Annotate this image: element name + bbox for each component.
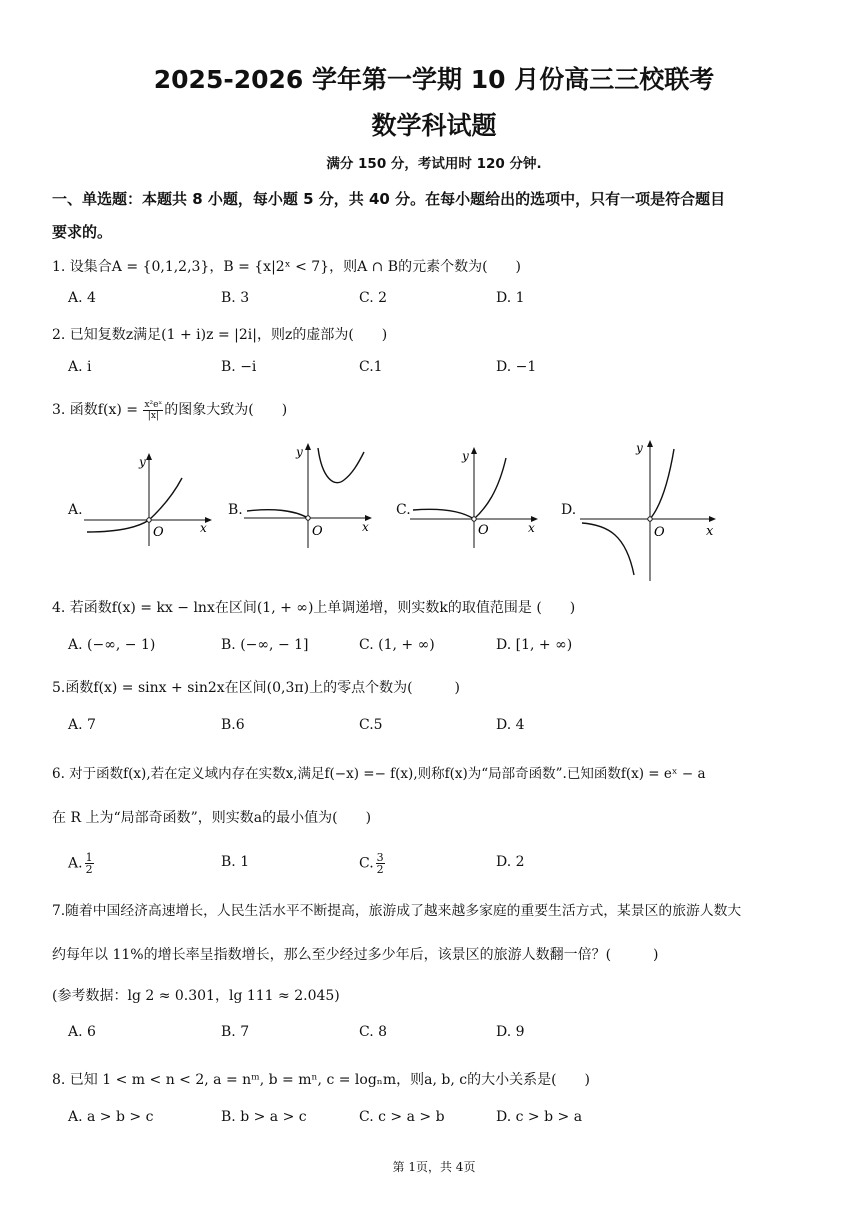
question-3-stem: 3. 函数f(x) = $\frac{\text{x²eˣ}}{|x|}$ 的图象大致为( ) bbox=[52, 399, 288, 421]
graph-c bbox=[408, 442, 548, 550]
graph-b-origin-label: O bbox=[312, 524, 323, 539]
question-6-option-a[interactable]: A. $\frac{1}{2}$ bbox=[68, 851, 93, 876]
question-5-option-b[interactable]: B.6 bbox=[221, 717, 245, 733]
question-7-stem-line1: 7.随着中国经济高速增长，人民生活水平不断提高，旅游成了越来越多家庭的重要生活方式，某景区的旅游人数大 bbox=[52, 903, 742, 919]
question-2-option-b[interactable]: B. −i bbox=[221, 359, 257, 375]
question-8-option-c[interactable]: C. c > a > b bbox=[359, 1109, 445, 1125]
graph-b-y-label: y bbox=[296, 445, 303, 459]
question-5-option-c[interactable]: C.5 bbox=[359, 717, 383, 733]
section-heading-line2: 要求的。 bbox=[52, 223, 113, 241]
graph-d-x-label: x bbox=[706, 524, 714, 539]
question-4-option-b[interactable]: B. (−∞, − 1] bbox=[221, 637, 309, 653]
question-3-option-b[interactable]: B. bbox=[228, 502, 243, 518]
question-7-reference-data: (参考数据：lg 2 ≈ 0.301，lg 111 ≈ 2.045) bbox=[52, 988, 340, 1004]
question-6-option-d[interactable]: D. 2 bbox=[496, 854, 525, 870]
question-1-option-d[interactable]: D. 1 bbox=[496, 290, 525, 306]
question-5-stem: 5.函数f(x) = sinx + sin2x在区间(0,3π)上的零点个数为( ) bbox=[52, 680, 460, 696]
question-2-stem: 2. 已知复数z满足(1 + i)z = |2i|，则z的虚部为( ) bbox=[52, 327, 388, 343]
graph-c-origin-label: O bbox=[478, 523, 489, 538]
question-7-stem-line2: 约每年以 11%的增长率呈指数增长，那么至少经过多少年后，该景区的旅游人数翻一倍？( ) bbox=[52, 947, 659, 963]
question-6-option-b[interactable]: B. 1 bbox=[221, 854, 250, 870]
question-1-stem: 1. 设集合A = {0,1,2,3}，B = {x|2ˣ < 7}，则A ∩ B的元素个数为( ) bbox=[52, 259, 522, 275]
question-2-option-d[interactable]: D. −1 bbox=[496, 359, 537, 375]
exam-title: 2025-2026 学年第一学期 10 月份高三三校联考 bbox=[153, 65, 715, 94]
graph-a-origin-label: O bbox=[153, 525, 164, 540]
question-4-option-a[interactable]: A. (−∞, − 1) bbox=[68, 637, 156, 653]
question-1-option-a[interactable]: A. 4 bbox=[68, 290, 96, 306]
page-footer: 第 1页，共 4页 bbox=[392, 1160, 476, 1174]
graph-d-y-label: y bbox=[636, 441, 643, 455]
question-3-option-c[interactable]: C. bbox=[396, 502, 411, 518]
question-7-option-c[interactable]: C. 8 bbox=[359, 1024, 388, 1040]
question-6-stem-line2: 在 R 上为“局部奇函数”，则实数a的最小值为( ) bbox=[52, 810, 372, 826]
question-4-option-c[interactable]: C. (1, + ∞) bbox=[359, 637, 435, 653]
question-4-stem: 4. 若函数f(x) = kx − lnx在区间(1, + ∞)上单调递增，则实数k的取值范围是 ( ) bbox=[52, 600, 576, 616]
question-8-option-d[interactable]: D. c > b > a bbox=[496, 1109, 583, 1125]
question-7-option-d[interactable]: D. 9 bbox=[496, 1024, 525, 1040]
exam-note: 满分 150 分，考试用时 120 分钟. bbox=[326, 156, 542, 172]
question-6-option-c[interactable]: C. $\frac{3}{2}$ bbox=[359, 851, 384, 876]
graph-a-x-label: x bbox=[200, 521, 207, 535]
question-2-option-a[interactable]: A. i bbox=[68, 359, 92, 375]
graph-a-y-label: y bbox=[139, 455, 146, 469]
question-6-stem-line1: 6. 对于函数f(x),若在定义域内存在实数x,满足f(−x) =− f(x),则称f(x)为“局部奇函数”.已知函数f(x) = eˣ − a bbox=[52, 766, 706, 782]
question-7-option-a[interactable]: A. 6 bbox=[68, 1024, 96, 1040]
question-6-option-a-fraction: $\frac{1}{2}$ bbox=[85, 851, 93, 876]
graph-d-origin-label: O bbox=[654, 525, 665, 540]
question-1-option-c[interactable]: C. 2 bbox=[359, 290, 388, 306]
question-2-option-c[interactable]: C.1 bbox=[359, 359, 383, 375]
question-5-option-a[interactable]: A. 7 bbox=[68, 717, 96, 733]
question-3-fraction: $\frac{\text{x²eˣ}}{|x|}$ bbox=[144, 399, 163, 421]
question-3-option-d[interactable]: D. bbox=[561, 502, 577, 518]
question-5-option-d[interactable]: D. 4 bbox=[496, 717, 525, 733]
graph-b bbox=[242, 438, 382, 550]
graph-d bbox=[578, 435, 723, 583]
graph-c-y-label: y bbox=[462, 449, 469, 463]
question-7-option-b[interactable]: B. 7 bbox=[221, 1024, 250, 1040]
graph-a bbox=[82, 448, 218, 548]
exam-subtitle: 数学科试题 bbox=[371, 111, 497, 140]
question-6-option-c-fraction: $\frac{3}{2}$ bbox=[376, 851, 384, 876]
question-1-option-b[interactable]: B. 3 bbox=[221, 290, 250, 306]
graph-c-x-label: x bbox=[528, 521, 535, 535]
graph-b-x-label: x bbox=[362, 520, 369, 534]
question-8-stem: 8. 已知 1 < m < n < 2, a = nᵐ, b = mⁿ, c = logₙm，则a, b, c的大小关系是( ) bbox=[52, 1072, 591, 1088]
question-8-option-a[interactable]: A. a > b > c bbox=[68, 1109, 154, 1125]
question-3-option-a[interactable]: A. bbox=[68, 502, 83, 518]
section-heading-line1: 一、单选题：本题共 8 小题，每小题 5 分，共 40 分。在每小题给出的选项中，只有一项是符合题目 bbox=[52, 190, 726, 208]
question-4-option-d[interactable]: D. [1, + ∞) bbox=[496, 637, 573, 653]
question-8-option-b[interactable]: B. b > a > c bbox=[221, 1109, 307, 1125]
